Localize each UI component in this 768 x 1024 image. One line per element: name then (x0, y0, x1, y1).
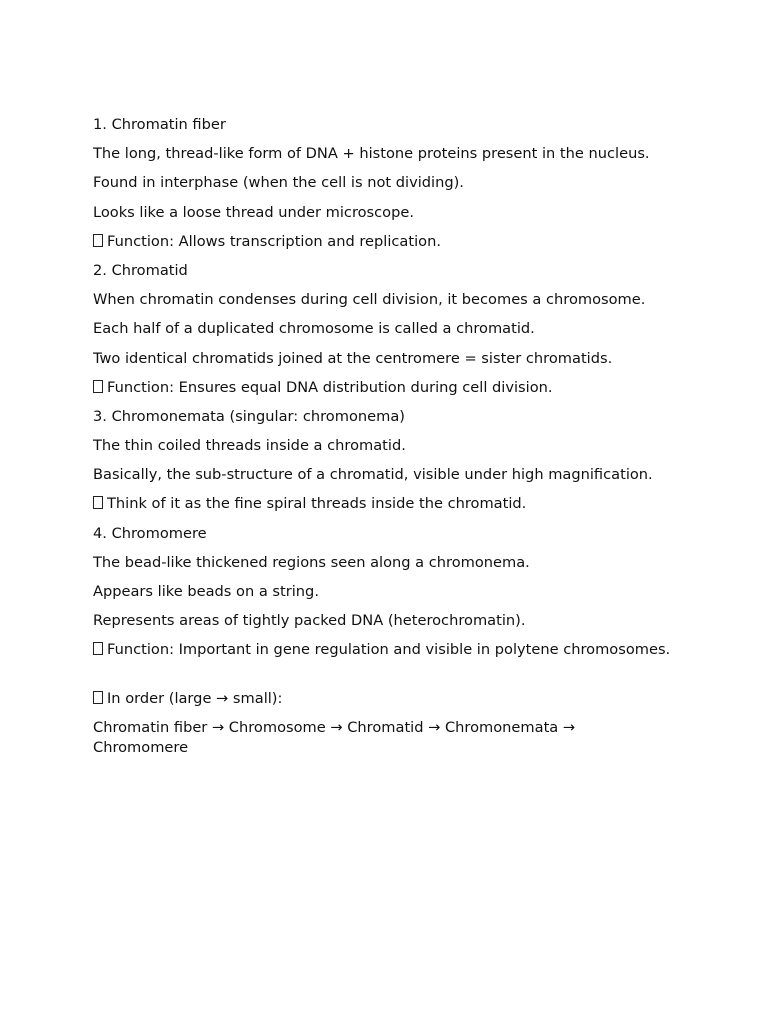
missing-glyph-icon (93, 234, 103, 247)
section-heading: 1. Chromatin fiber (93, 116, 226, 133)
section-heading: 4. Chromomere (93, 524, 207, 542)
summary-label-text: In order (large → small): (107, 690, 283, 708)
section-note-text: Function: Allows transcription and replication. (107, 232, 441, 250)
section-note (93, 640, 673, 660)
section-note-text: Function: Important in gene regulation and visible in polytene chromosomes. (107, 641, 671, 659)
section-note (93, 494, 673, 514)
section-line: When chromatin condenses during cell division, it becomes a chromosome. (93, 291, 646, 309)
missing-glyph-icon (93, 496, 103, 509)
section-note-text: Think of it as the fine spiral threads inside the chromatid. (107, 495, 527, 513)
section-note (93, 232, 673, 252)
section-line: The thin coiled threads inside a chromatid. (93, 437, 406, 455)
section-line: Basically, the sub-structure of a chromatid, visible under high magnification. (93, 466, 653, 484)
section-line: Found in interphase (when the cell is not dividing). (93, 174, 464, 192)
missing-glyph-icon (93, 642, 103, 655)
section-line: The bead-like thickened regions seen along a chromonema. (93, 553, 530, 571)
section-line: Appears like beads on a string. (93, 583, 319, 600)
section-note (93, 378, 673, 398)
section-line: The long, thread-like form of DNA + histone proteins present in the nucleus. (93, 145, 650, 163)
missing-glyph-icon (93, 691, 103, 704)
section-heading: 2. Chromatid (93, 261, 188, 279)
section-note-text: Function: Ensures equal DNA distribution during cell division. (107, 378, 553, 396)
section-line: Represents areas of tightly packed DNA (heterochromatin). (93, 612, 526, 630)
section-line: Each half of a duplicated chromosome is called a chromatid. (93, 320, 535, 338)
section-heading: 3. Chromonemata (singular: chromonema) (93, 407, 405, 425)
section-line: Two identical chromatids joined at the centromere = sister chromatids. (93, 349, 613, 367)
document-page (93, 115, 673, 767)
missing-glyph-icon (93, 380, 103, 393)
summary-label (93, 689, 673, 709)
blank-line (93, 670, 673, 690)
summary-sequence: Chromatin fiber → Chromosome → Chromatid → Chromonemata → Chromomere (93, 719, 576, 756)
section-line: Looks like a loose thread under microscope. (93, 203, 414, 221)
